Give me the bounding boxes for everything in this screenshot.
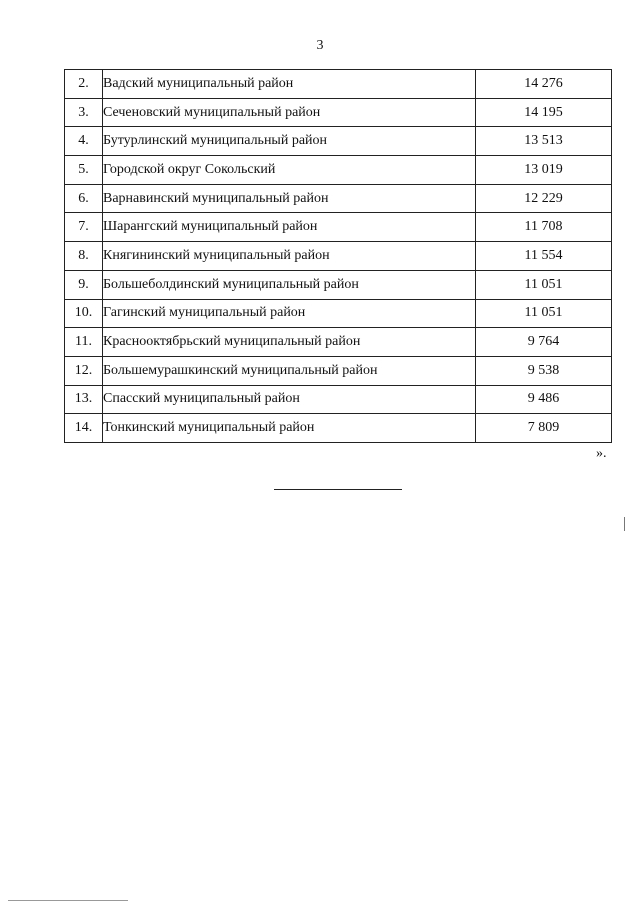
region-value: 11 051 bbox=[476, 270, 612, 299]
region-name: Большеболдинский муниципальный район bbox=[103, 270, 476, 299]
region-name: Городской округ Сокольский bbox=[103, 156, 476, 185]
row-number: 3. bbox=[65, 98, 103, 127]
page-number: 3 bbox=[316, 38, 324, 53]
table-row bbox=[65, 385, 612, 414]
region-name: Спасский муниципальный район bbox=[103, 385, 476, 414]
region-name: Краснооктябрьский муниципальный район bbox=[103, 328, 476, 357]
table-row bbox=[65, 328, 612, 357]
region-value: 11 708 bbox=[476, 213, 612, 242]
row-number: 2. bbox=[65, 70, 103, 99]
row-number: 8. bbox=[65, 242, 103, 271]
table-row bbox=[65, 184, 612, 213]
region-value: 9 538 bbox=[476, 356, 612, 385]
table-row bbox=[65, 299, 612, 328]
table-row bbox=[65, 414, 612, 443]
table-row bbox=[65, 98, 612, 127]
table-row bbox=[65, 127, 612, 156]
region-name: Шарангский муниципальный район bbox=[103, 213, 476, 242]
row-number: 12. bbox=[65, 356, 103, 385]
region-value: 11 051 bbox=[476, 299, 612, 328]
region-value: 11 554 bbox=[476, 242, 612, 271]
region-name: Сеченовский муниципальный район bbox=[103, 98, 476, 127]
region-value: 9 486 bbox=[476, 385, 612, 414]
row-number: 4. bbox=[65, 127, 103, 156]
region-value: 9 764 bbox=[476, 328, 612, 357]
table-row bbox=[65, 242, 612, 271]
edge-mark bbox=[624, 517, 625, 531]
region-value: 13 019 bbox=[476, 156, 612, 185]
row-number: 10. bbox=[65, 299, 103, 328]
table-row bbox=[65, 356, 612, 385]
table-row bbox=[65, 70, 612, 99]
region-name: Большемурашкинский муниципальный район bbox=[103, 356, 476, 385]
region-name: Бутурлинский муниципальный район bbox=[103, 127, 476, 156]
footer-line bbox=[8, 900, 128, 901]
table-row bbox=[65, 156, 612, 185]
region-name: Варнавинский муниципальный район bbox=[103, 184, 476, 213]
region-name: Вадский муниципальный район bbox=[103, 70, 476, 99]
table-row bbox=[65, 213, 612, 242]
row-number: 5. bbox=[65, 156, 103, 185]
closing-quote-mark: ». bbox=[596, 446, 607, 461]
region-name: Тонкинский муниципальный район bbox=[103, 414, 476, 443]
region-value: 13 513 bbox=[476, 127, 612, 156]
table-row bbox=[65, 270, 612, 299]
row-number: 7. bbox=[65, 213, 103, 242]
separator-line bbox=[274, 489, 402, 490]
row-number: 6. bbox=[65, 184, 103, 213]
row-number: 11. bbox=[65, 328, 103, 357]
row-number: 9. bbox=[65, 270, 103, 299]
row-number: 14. bbox=[65, 414, 103, 443]
region-name: Княгининский муниципальный район bbox=[103, 242, 476, 271]
regions-table-body bbox=[65, 70, 612, 443]
region-value: 14 195 bbox=[476, 98, 612, 127]
region-value: 7 809 bbox=[476, 414, 612, 443]
region-value: 14 276 bbox=[476, 70, 612, 99]
region-value: 12 229 bbox=[476, 184, 612, 213]
region-name: Гагинский муниципальный район bbox=[103, 299, 476, 328]
row-number: 13. bbox=[65, 385, 103, 414]
regions-table bbox=[64, 69, 612, 443]
